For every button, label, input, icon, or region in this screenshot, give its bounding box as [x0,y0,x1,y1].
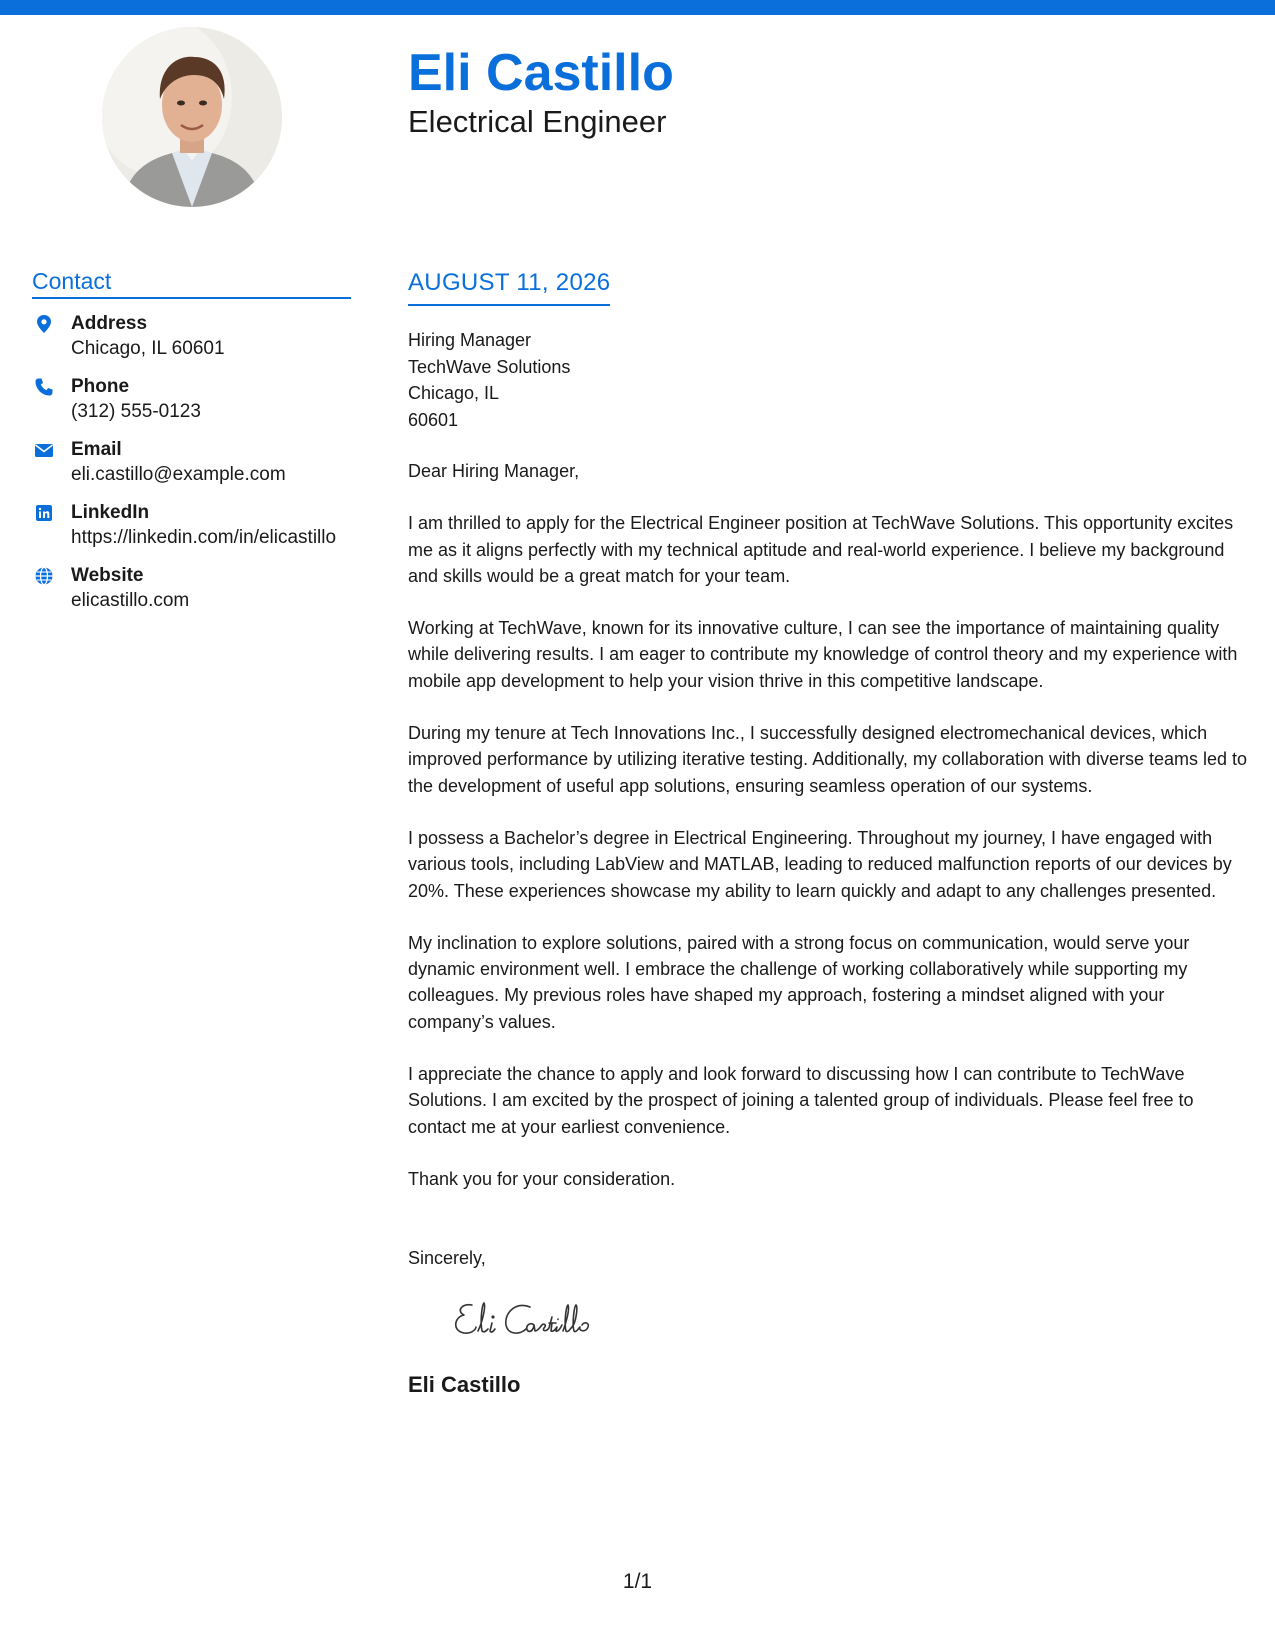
contact-label-address: Address [71,313,148,334]
contact-item-email [32,437,351,500]
contact-label-email: Email [71,439,122,460]
linkedin-icon [34,503,54,523]
contact-value-email[interactable]: eli.castillo@example.com [71,464,286,485]
phone-icon [34,377,54,397]
letter-paragraph: I possess a Bachelor’s degree in Electrical Engineering. Throughout my journey, I have engaged with various tools, including LabView and MATLAB, leading to reduced malfunction reports of our devices by 20%. These experiences showcase my ability to learn quickly and adapt to any challenges presented. [408,827,1232,901]
contact-value-website[interactable]: elicastillo.com [71,590,190,611]
contact-value-phone: (312) 555-0123 [71,401,201,422]
letter-paragraph: I appreciate the chance to apply and look forward to discussing how I can contribute to TechWave Solutions. I am excited by the prospect of joining a talented group of individuals. Please feel free to contact me at your earliest convenience. [408,1064,1194,1137]
top-accent-bar [0,0,1275,15]
signed-name: Eli Castillo [408,1372,521,1398]
contact-item-linkedin [32,500,351,563]
globe-icon [34,566,54,586]
closing: Sincerely, [408,1248,486,1269]
map-pin-icon [34,314,54,334]
letter-date: AUGUST 11, 2026 [408,266,610,306]
contact-heading: Contact [32,266,351,299]
letter-paragraph: I am thrilled to apply for the Electrical Engineer position at TechWave Solutions. This opportunity excites me as it aligns perfectly with my technical aptitude and real-world experience. I believe my background and skills would be a great match for your team. [408,513,1234,586]
page-number: 1/1 [622,1570,653,1593]
contact-label-linkedin: LinkedIn [71,502,150,523]
letter-paragraph: During my tenure at Tech Innovations Inc., I successfully designed electromechanical devices, which improved performance by utilizing iterative testing. Additionally, my collaboration with diverse teams led to the development of useful app solutions, ensuring seamless operation of our systems. [408,723,1248,796]
recipient-block [408,327,1248,433]
letter-paragraph: My inclination to explore solutions, paired with a strong focus on communication, would serve your dynamic environment well. I embrace the challenge of working collaboratively while supporting my colleagues. My previous roles have shaped my approach, fostering a mindset aligned with your company’s values. [408,932,1190,1032]
recipient-line: 60601 [408,409,459,430]
applicant-job-title: Electrical Engineer [408,104,667,139]
letter-paragraph: Thank you for your consideration. [408,1168,676,1189]
handwritten-signature [450,1295,1248,1348]
email-icon [34,440,54,460]
salutation: Dear Hiring Manager, [408,461,580,481]
applicant-name: Eli Castillo [408,44,674,102]
letter-paragraph: Working at TechWave, known for its innovative culture, I can see the importance of maintaining quality while delivering results. I am eager to contribute my knowledge of control theory and my experience with mobile app development to help your vision thrive in this competitive landscape. [408,618,1238,691]
contact-sidebar [32,266,351,626]
letter-body [408,266,1248,1400]
contact-value-address: Chicago, IL 60601 [71,338,225,359]
contact-label-website: Website [71,565,144,586]
recipient-line: TechWave Solutions [408,356,571,377]
contact-label-phone: Phone [71,376,130,397]
contact-item-website [32,563,351,626]
profile-photo [102,27,282,207]
recipient-line: Hiring Manager [408,330,532,350]
contact-item-phone [32,374,351,437]
contact-value-linkedin[interactable]: https://linkedin.com/in/elicastillo [71,527,337,548]
recipient-line: Chicago, IL [408,383,500,403]
contact-item-address [32,311,351,374]
